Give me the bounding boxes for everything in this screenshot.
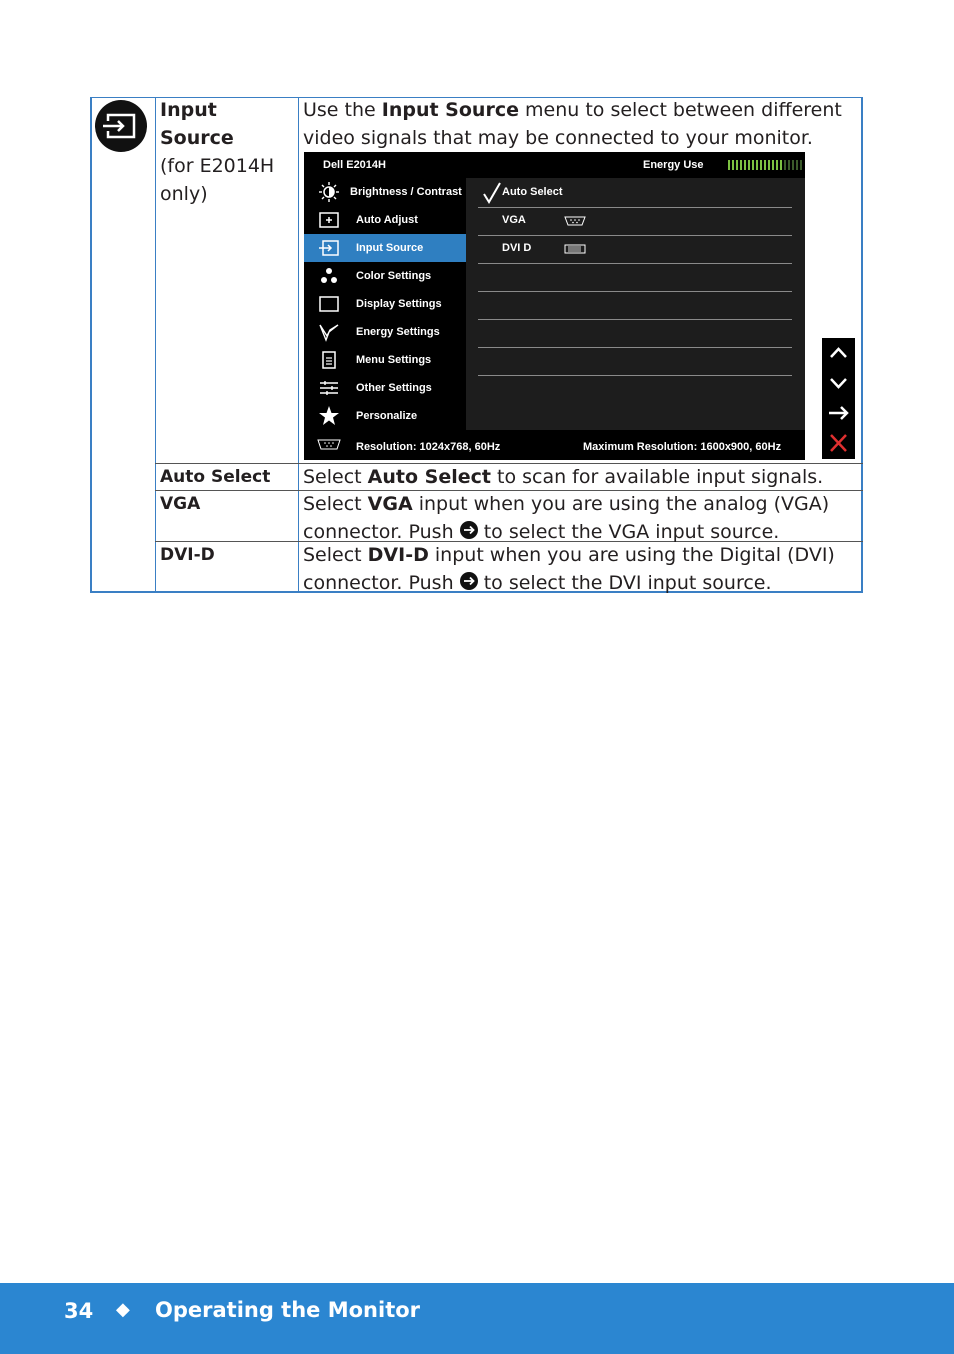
desc-post: menu to select between different video signals that may be connected to your monitor. [303, 99, 842, 149]
menu-item-label: Brightness / Contrast [350, 186, 462, 198]
energy-meter [728, 160, 804, 170]
desc-pre: Use the [303, 99, 382, 121]
input-source-description [303, 96, 848, 152]
vga-description [303, 490, 858, 546]
vga-connector-icon [564, 216, 586, 226]
text: Select [303, 544, 368, 566]
energy-bar [744, 160, 746, 170]
right-arrow-button-icon [460, 572, 478, 590]
energy-bar [780, 160, 782, 170]
text: Select [303, 466, 368, 488]
option-vga[interactable] [478, 207, 792, 236]
option-label: VGA [502, 214, 526, 226]
menu-settings-icon [318, 350, 340, 370]
menu-item-personalize[interactable] [304, 402, 466, 430]
vga-label: VGA [160, 494, 201, 514]
menu-item-label: Display Settings [356, 298, 442, 310]
menu-item-label: Input Source [356, 242, 424, 254]
energy-bar [800, 160, 802, 170]
menu-item-label: Color Settings [356, 270, 432, 282]
energy-bar [788, 160, 790, 170]
text: to select the VGA input source. [477, 521, 780, 543]
down-arrow-icon[interactable] [822, 368, 855, 398]
other-settings-icon [318, 378, 340, 398]
text: input when you are using the Digital (DVI) [428, 544, 835, 566]
energy-bar [764, 160, 766, 170]
energy-bar [740, 160, 742, 170]
energy-bar [760, 160, 762, 170]
table-border-right [861, 97, 863, 593]
osd-footer [304, 430, 805, 460]
option-empty [478, 319, 792, 348]
auto-adjust-icon [318, 210, 340, 230]
option-empty [478, 347, 792, 376]
osd-model: Dell E2014H [323, 159, 386, 171]
input-source-label [160, 96, 296, 208]
osd-energy-label: Energy Use [643, 159, 704, 171]
osd-menu [304, 152, 805, 460]
input-source-icon [318, 238, 340, 258]
menu-item-label: Personalize [356, 410, 418, 422]
brightness-icon [318, 182, 340, 202]
option-empty [478, 291, 792, 320]
energy-bar [768, 160, 770, 170]
option-label: DVI D [502, 242, 532, 254]
option-empty [478, 375, 792, 403]
text-bold: Auto Select [367, 466, 491, 488]
input-source-icon [95, 100, 147, 152]
close-icon[interactable] [822, 428, 855, 458]
label-rest: (for E2014H only) [160, 155, 275, 205]
table-divider-2 [298, 97, 299, 593]
page-footer [0, 1283, 954, 1354]
energy-bar [736, 160, 738, 170]
max-resolution: Maximum Resolution: 1600x900, 60Hz [583, 441, 782, 453]
menu-item-color-settings[interactable] [304, 262, 466, 290]
vga-connector-icon [317, 439, 341, 450]
menu-item-label: Energy Settings [356, 326, 440, 338]
text: Select [303, 493, 368, 515]
menu-item-label: Other Settings [356, 382, 432, 394]
auto-select-label: Auto Select [160, 467, 271, 487]
current-resolution: Resolution: 1024x768, 60Hz [356, 441, 501, 453]
osd-nav-buttons [822, 338, 855, 459]
dvi-connector-icon [564, 244, 586, 254]
menu-item-other-settings[interactable] [304, 374, 466, 402]
option-empty [478, 263, 792, 292]
color-settings-icon [318, 266, 340, 286]
checkmark-icon [482, 182, 502, 204]
display-settings-icon [318, 294, 340, 314]
option-label: Auto Select [502, 186, 563, 198]
menu-item-label: Auto Adjust [356, 214, 418, 226]
right-arrow-icon[interactable] [822, 398, 855, 428]
energy-bar [732, 160, 734, 170]
auto-select-description [303, 463, 853, 491]
text: connector. Push [303, 572, 460, 594]
menu-item-menu-settings[interactable] [304, 346, 466, 374]
energy-bar [784, 160, 786, 170]
menu-item-auto-adjust[interactable] [304, 206, 466, 234]
right-arrow-button-icon [460, 521, 478, 539]
energy-bar [772, 160, 774, 170]
dvi-d-label: DVI-D [160, 545, 215, 565]
energy-bar [756, 160, 758, 170]
option-dvi[interactable] [478, 235, 792, 264]
up-arrow-icon[interactable] [822, 338, 855, 368]
desc-bold: Input Source [381, 99, 519, 121]
text: connector. Push [303, 521, 460, 543]
menu-item-display-settings[interactable] [304, 290, 466, 318]
energy-settings-icon [318, 322, 340, 342]
menu-item-brightness[interactable] [304, 178, 466, 206]
text: to select the DVI input source. [477, 572, 772, 594]
energy-bar [752, 160, 754, 170]
label-bold: Input Source [160, 99, 234, 149]
star-icon [318, 406, 340, 426]
menu-item-label: Menu Settings [356, 354, 432, 366]
diamond-icon: ◆ [116, 1299, 130, 1320]
energy-bar [728, 160, 730, 170]
energy-bar [796, 160, 798, 170]
menu-item-energy-settings[interactable] [304, 318, 466, 346]
dvi-d-description [303, 541, 858, 597]
table-divider-1 [155, 97, 156, 593]
text: to scan for available input signals. [490, 466, 824, 488]
osd-title-bar [304, 152, 805, 178]
table-border-left [90, 97, 92, 593]
text: input when you are using the analog (VGA) [412, 493, 830, 515]
menu-item-input-source[interactable] [304, 234, 466, 262]
energy-bar [748, 160, 750, 170]
osd-menu-list [304, 178, 466, 430]
energy-bar [776, 160, 778, 170]
text-bold: VGA [367, 493, 413, 515]
page-number: 34 [64, 1299, 94, 1323]
section-title: Operating the Monitor [155, 1298, 421, 1322]
option-auto-select[interactable] [478, 179, 792, 208]
energy-bar [792, 160, 794, 170]
text-bold: DVI-D [367, 544, 429, 566]
